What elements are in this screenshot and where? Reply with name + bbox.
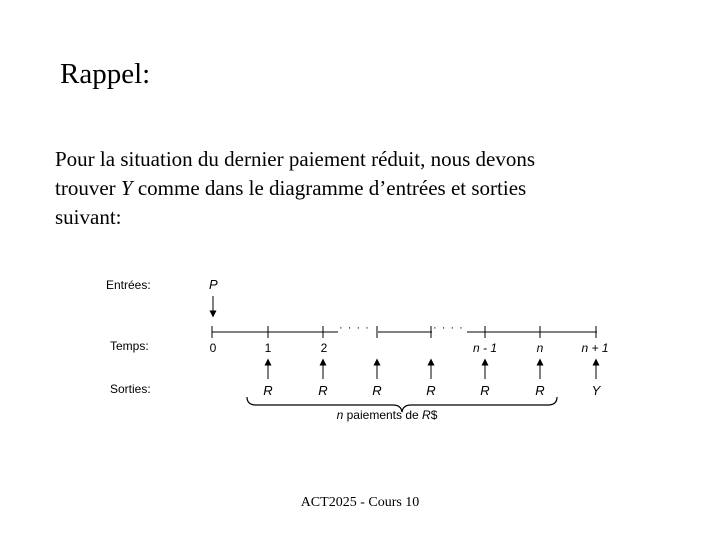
time-label-n-plus-1: n + 1	[581, 341, 609, 355]
payment-label-6: R	[535, 383, 545, 398]
body-line-1: Pour la situation du dernier paiement réduit, nous devons	[55, 147, 535, 171]
payment-label-1: R	[263, 383, 273, 398]
time-label-1: 1	[264, 341, 272, 355]
timeline-ellipsis: · · · ·	[433, 322, 464, 334]
time-label-0: 0	[209, 341, 217, 355]
body-line-3: suivant:	[55, 205, 122, 229]
time-label-2: 2	[320, 341, 328, 355]
row-label-inputs: Entrées:	[106, 278, 151, 292]
slide-footer: ACT2025 - Cours 10	[300, 495, 420, 510]
payment-label-4: R	[426, 383, 436, 398]
payment-label-3: R	[372, 383, 382, 398]
brace-caption-n: n	[336, 408, 344, 422]
slide-title: Rappel:	[60, 58, 151, 90]
body-variable-y: Y	[120, 176, 133, 200]
time-label-n-minus-1: n - 1	[472, 341, 498, 355]
time-label-n: n	[536, 341, 544, 355]
row-label-time: Temps:	[110, 339, 149, 353]
row-label-outputs: Sorties:	[110, 382, 151, 396]
brace-caption-r: R	[422, 408, 431, 422]
payment-label-2: R	[318, 383, 328, 398]
body-line-2-after: comme dans le diagramme d’entrées et sorties	[132, 176, 527, 200]
payment-label-y: Y	[591, 383, 601, 398]
brace-caption-unit: $	[430, 408, 438, 422]
body-line-2-before: trouver	[55, 176, 121, 200]
brace-caption	[337, 408, 438, 422]
timeline-ellipsis: · · · ·	[339, 322, 370, 334]
input-symbol-p: P	[209, 277, 218, 292]
brace-caption-text: paiements de	[343, 408, 423, 422]
payment-label-5: R	[480, 383, 490, 398]
